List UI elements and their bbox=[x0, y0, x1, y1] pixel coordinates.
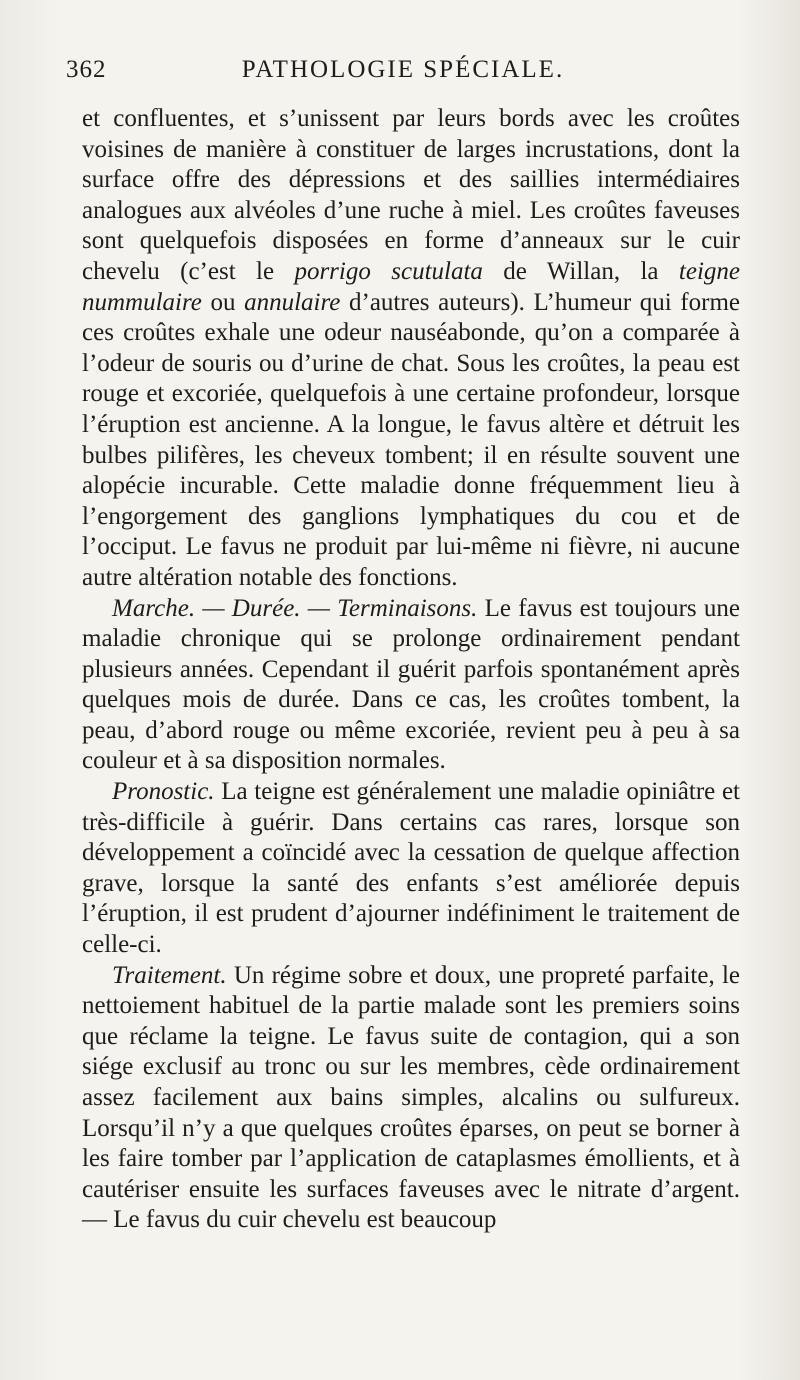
paragraph-text: La teigne est généralement une maladie opiniâtre et très-difficile à guérir. Dans certains cas rares, lorsque son développement a coïncidé avec la cessation de quelque affection grave, lorsque la santé des enfants s’est améliorée depuis l’éruption, il est prudent d’ajourner indéfiniment le traitement de celle-ci. bbox=[82, 778, 740, 959]
paragraph-continuation bbox=[82, 104, 740, 594]
section-title: Marche. — Durée. — Terminaisons. bbox=[112, 594, 478, 622]
text-run: ou bbox=[201, 288, 245, 316]
section-title: Traitement. bbox=[112, 961, 227, 989]
paragraph-marche bbox=[82, 594, 740, 778]
paragraph-text: Un régime sobre et doux, une propreté parfaite, le nettoiement habituel de la partie malade sont les premiers soins que réclame la teigne. Le favus suite de contagion, qui a son siége exclusif au tronc ou sur les membres, cède ordinairement assez facilement aux bains simples, alcalins ou sulfureux. Lorsqu’il n’y a que quelques croûtes éparses, on peut se borner à les faire tomber par l’application de cataplasmes émollients, et à cautériser ensuite les surfaces faveuses avec le nitrate d’argent. — Le favus du cuir chevelu est beaucoup bbox=[82, 961, 740, 1234]
section-title: Pronostic. bbox=[112, 778, 215, 806]
text-run: et confluentes, et s’unissent par leurs bords avec les croûtes voisines de manière à constituer de larges incrustations, dont la surface offre des dépressions et des saillies intermédiaires analogues aux alvéoles d’une ruche à miel. Les croûtes faveuses sont quelquefois disposées en forme d’anneaux sur le cuir chevelu (c’est le bbox=[82, 105, 740, 285]
page-header bbox=[66, 56, 740, 90]
text-run: d’autres auteurs). L’humeur qui forme ces croûtes exhale une odeur nauséabonde, qu’on a comparée à l’odeur de souris ou d’urine de chat. Sous les croûtes, la peau est rouge et excoriée, quelquefois à une certaine profondeur, lorsque l’éruption est ancienne. A la longue, le favus altère et détruit les bulbes pilifères, les cheveux tombent; il en résulte souvent une alopécie incurable. Cette maladie donne fréquemment lieu à l’engorgement des ganglions lymphatiques du cou et de l’occiput. Le favus ne produit par lui-même ni fièvre, ni aucune autre altération notable des fonctions. bbox=[82, 288, 741, 591]
text-run: de Willan, la bbox=[482, 257, 679, 285]
body-text bbox=[82, 104, 740, 1236]
italic-term: annulaire bbox=[244, 288, 341, 316]
running-title: PATHOLOGIE SPÉCIALE. bbox=[241, 56, 565, 83]
paragraph-pronostic bbox=[82, 777, 740, 961]
paragraph-traitement bbox=[82, 961, 740, 1236]
page-number: 362 bbox=[66, 56, 107, 83]
italic-term: teigne nummulaire bbox=[82, 257, 740, 316]
italic-term: porrigo scutulata bbox=[294, 257, 483, 285]
paragraph-text: Le favus est toujours une maladie chronique qui se prolonge ordinairement pendant plusieurs années. Cependant il guérit parfois spontanément après quelques mois de durée. Dans ce cas, les croûtes tombent, la peau, d’abord rouge ou même excoriée, revient peu à peu à sa couleur et à sa disposition normales. bbox=[82, 594, 740, 775]
